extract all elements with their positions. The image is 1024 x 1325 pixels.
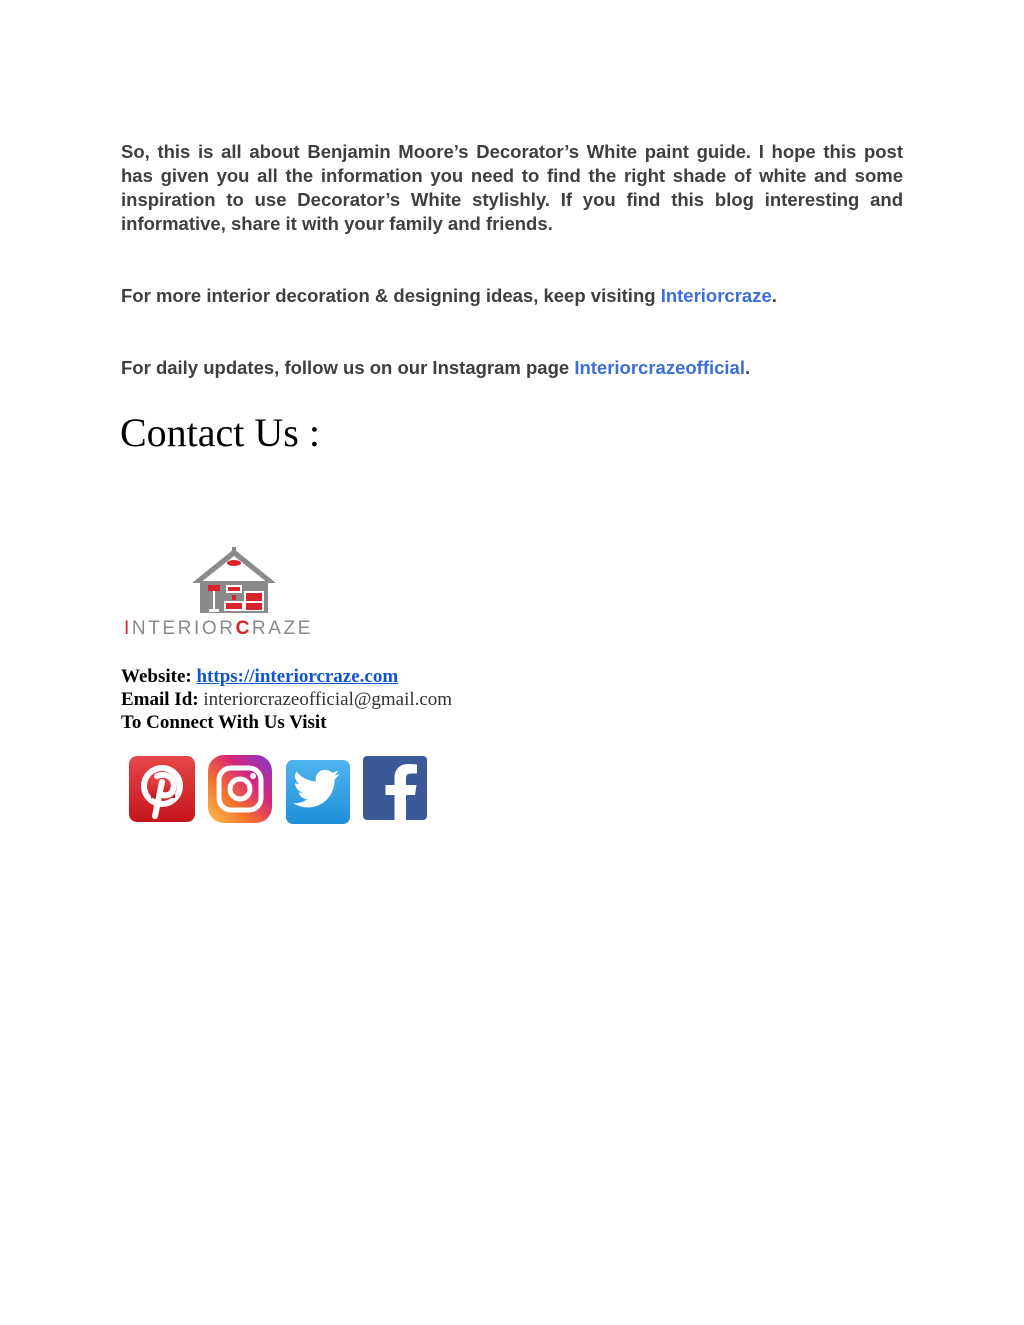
pinterest-link[interactable] xyxy=(127,752,197,826)
connect-label: To Connect With Us Visit xyxy=(121,712,327,733)
interiorcraze-logo xyxy=(120,545,350,640)
pinterest-icon xyxy=(127,752,197,826)
more-ideas-line xyxy=(121,284,903,308)
facebook-link[interactable] xyxy=(360,752,430,826)
instagram-page-link[interactable]: Interiorcrazeofficial xyxy=(574,357,745,378)
house-logo-icon xyxy=(120,545,350,640)
facebook-icon xyxy=(360,752,430,826)
email-label: Email Id: xyxy=(121,689,199,710)
instagram-link[interactable] xyxy=(205,752,275,826)
website-link[interactable]: https://interiorcraze.com xyxy=(196,666,399,687)
closing-paragraph: So, this is all about Benjamin Moore’s Decorator’s White paint guide. I hope this post has given you all the information you need to find the right shade of white and some inspiration to use Decorator’s White stylishly. If you find this blog interesting and informative, share it with your family and friends. xyxy=(121,141,903,234)
daily-updates-text: For daily updates, follow us on our Instagram page xyxy=(121,357,575,378)
website-label: Website: xyxy=(121,666,192,687)
daily-updates-line xyxy=(121,356,903,380)
website-line xyxy=(121,665,398,688)
daily-updates-period: . xyxy=(744,357,751,378)
connect-line xyxy=(121,711,327,734)
more-ideas-text: For more interior decoration & designing ideas, keep visiting xyxy=(121,285,661,306)
instagram-icon xyxy=(205,752,275,826)
contact-heading: Contact Us : xyxy=(120,410,320,455)
email-value[interactable]: interiorcrazeofficial@gmail.com xyxy=(203,689,453,710)
more-ideas-period: . xyxy=(771,285,777,306)
twitter-link[interactable] xyxy=(283,752,353,826)
svg-text:INTERIORCRAZE: INTERIORCRAZE xyxy=(124,618,313,639)
email-line xyxy=(121,688,452,711)
twitter-icon xyxy=(283,752,353,826)
interiorcraze-link[interactable]: Interiorcraze xyxy=(660,285,772,306)
